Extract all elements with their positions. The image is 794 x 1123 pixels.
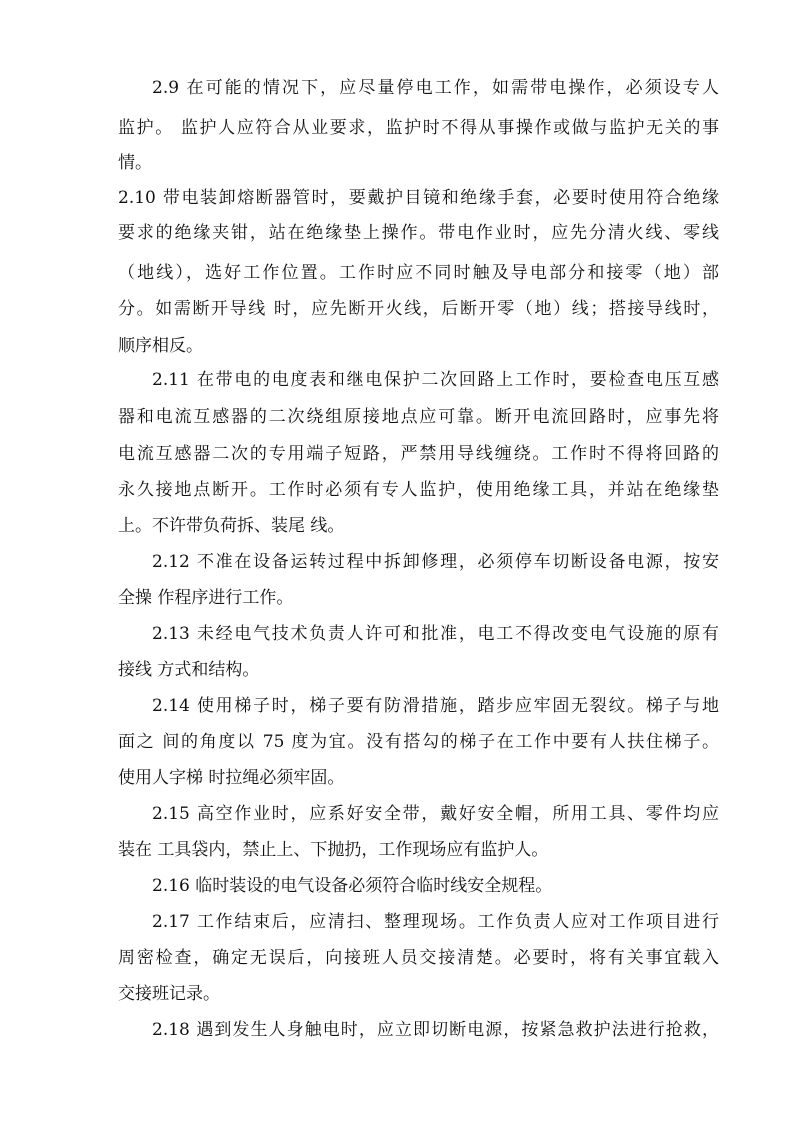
text-line: 接线 方式和结构。 [118,660,260,680]
text-line: 2.15 高空作业时，应系好安全带，戴好安全帽，所用工具、零件均应 [152,804,719,824]
text-line: 2.18 遇到发生人身触电时，应立即切断电源，按紧急救护法进行抢救， [152,1020,719,1040]
text-line: 顺序相反。 [118,336,203,356]
text-line: 2.12 不准在设备运转过程中拆卸修理，必须停车切断设备电源，按安 [152,552,719,572]
text-line: 2.13 未经电气技术负责人许可和批准，电工不得改变电气设施的原有 [152,624,719,644]
text-line: 2.16 临时装设的电气设备必须符合临时线安全规程。 [152,876,553,896]
text-line: 2.11 在带电的电度表和继电保护二次回路上工作时，要检查电压互感 [152,370,719,390]
text-line: （地线），选好工作位置。工作时应不同时触及导电部分和接零（地）部 [118,263,719,283]
text-line: 要求的绝缘夹钳，站在绝缘垫上操作。带电作业时，应先分清火线、零线 [118,223,719,243]
text-line: 周密检查，确定无误后，向接班人员交接清楚。必要时，将有关事宜载入 [118,948,719,968]
text-line: 交接班记录。 [118,984,220,1004]
text-line: 2.14 使用梯子时，梯子要有防滑措施，踏步应牢固无裂纹。梯子与地 [152,696,719,716]
text-line: 使用人字梯 时拉绳必须牢固。 [118,768,345,788]
text-line: 监护。 监护人应符合从业要求，监护时不得从事操作或做与监护无关的事 [118,118,719,138]
text-line: 2.10 带电装卸熔断器管时，要戴护目镜和绝缘手套，必要时使用符合绝缘 [118,188,719,208]
text-line: 全操 作程序进行工作。 [118,588,294,608]
text-line: 2.9 在可能的情况下，应尽量停电工作，如需带电操作，必须设专人 [152,78,719,98]
text-line: 分。如需断开导线 时，应先断开火线，后断开零（地）线；搭接导线时， [118,299,719,319]
text-line: 电流互感器二次的专用端子短路，严禁用导线缠绕。工作时不得将回路的 [118,444,719,464]
text-line: 面之 间的角度以 75 度为宜。没有搭勾的梯子在工作中要有人扶住梯子。 [118,732,719,752]
text-line: 装在 工具袋内，禁止上、下抛扔，工作现场应有监护人。 [118,840,549,860]
text-line: 情。 [118,153,152,173]
text-line: 2.17 工作结束后，应清扫、整理现场。工作负责人应对工作项目进行 [152,912,719,932]
text-line: 上。不许带负荷拆、装尾 线。 [118,516,345,536]
text-line: 永久接地点断开。工作时必须有专人监护，使用绝缘工具，并站在绝缘垫 [118,480,719,500]
text-line: 器和电流互感器的二次绕组原接地点应可靠。断开电流回路时，应事先将 [118,407,719,427]
